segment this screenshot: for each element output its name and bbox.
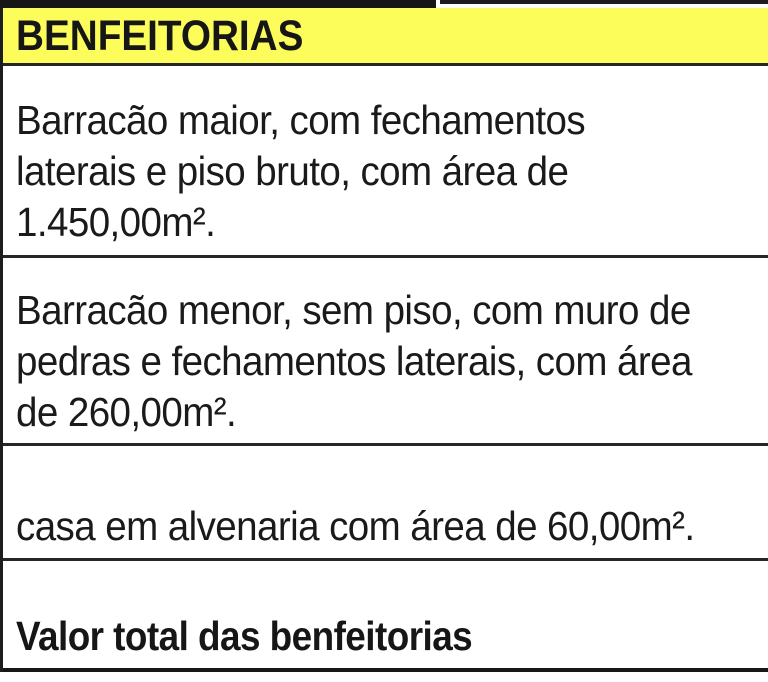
row-line: pedras e fechamentos laterais, com área [16, 338, 692, 384]
row-line: laterais e piso bruto, com área de [16, 148, 569, 194]
top-border-thick-segment [0, 0, 436, 8]
table-row-barracao-menor [3, 258, 768, 446]
table-row-valor-total [3, 561, 768, 672]
row-line: Barracão menor, sem piso, com muro de [16, 287, 691, 333]
row-line: de 260,00m². [16, 389, 237, 435]
row-line: 1.450,00m². [16, 199, 216, 245]
table-header-label: BENFEITORIAS [16, 12, 304, 60]
table-row-barracao-maior [3, 66, 768, 258]
row-line: Barracão maior, com fechamentos [16, 97, 586, 143]
table-header-row [3, 8, 768, 66]
row-line: casa em alvenaria com área de 60,00m². [16, 503, 695, 549]
benfeitorias-table [0, 8, 768, 672]
table-top-border [0, 0, 768, 8]
row-line: Valor total das benfeitorias [16, 613, 473, 659]
top-border-thin-segment [440, 0, 768, 4]
table-row-casa-alvenaria [3, 446, 768, 561]
